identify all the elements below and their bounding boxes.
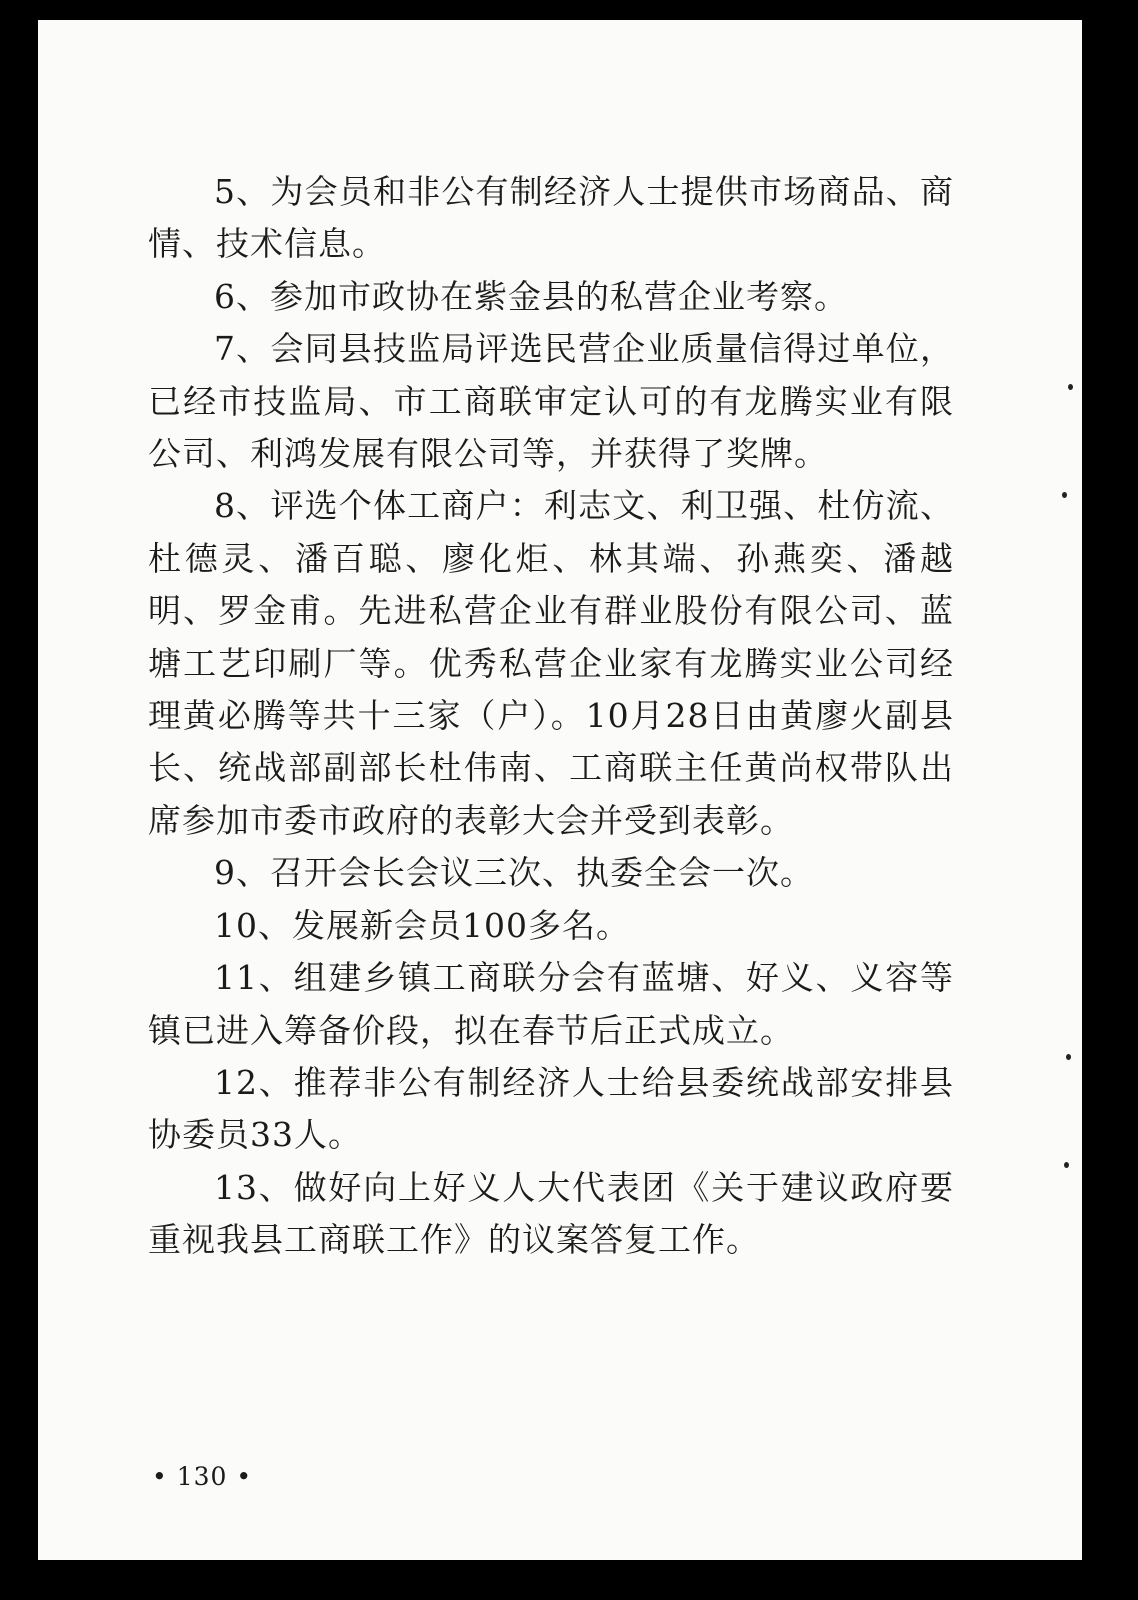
paragraph-item-8: 8、评选个体工商户：利志文、利卫强、杜仿流、杜德灵、潘百聪、廖化炬、林其端、孙燕奕、潘越明、罗金甫。先进私营企业有群业股份有限公司、蓝塘工艺印刷厂等。优秀私营企业家有龙腾实业公司经理黄必腾等共十三家（户）。10月28日由黄廖火副县长、统战部副部长杜伟南、工商联主任黄尚权带队出席参加市委市政府的表彰大会并受到表彰。 [148,486,954,840]
paragraph-item-9: 9、召开会长会议三次、执委全会一次。 [214,853,814,893]
scan-speck [1068,384,1073,390]
body-text [148,166,954,1267]
paragraph-item-12: 12、推荐非公有制经济人士给县委统战部安排县协委员33人。 [148,1062,954,1155]
paragraph-item-5: 5、为会员和非公有制经济人士提供市场商品、商情、技术信息。 [148,172,954,264]
paragraph-item-13: 13、做好向上好义人大代表团《关于建议政府要重视我县工商联工作》的议案答复工作。 [148,1167,954,1260]
page-number: • 130 • [152,1462,253,1491]
scan-speck [1066,1054,1071,1060]
scan-speck [1064,1162,1069,1168]
paragraph-item-11: 11、组建乡镇工商联分会有蓝塘、好义、义容等镇已进入筹备价段，拟在春节后正式成立。 [148,958,954,1050]
paragraph-item-10: 10、发展新会员100多名。 [214,905,630,945]
paragraph-item-7: 7、会同县技监局评选民营企业质量信得过单位，已经市技监局、市工商联审定认可的有龙腾实业有限公司、利鸿发展有限公司等，并获得了奖牌。 [148,329,954,474]
document-page [38,20,1082,1560]
paragraph-item-6: 6、参加市政协在紫金县的私营企业考察。 [214,276,848,316]
scan-speck [1062,492,1067,498]
